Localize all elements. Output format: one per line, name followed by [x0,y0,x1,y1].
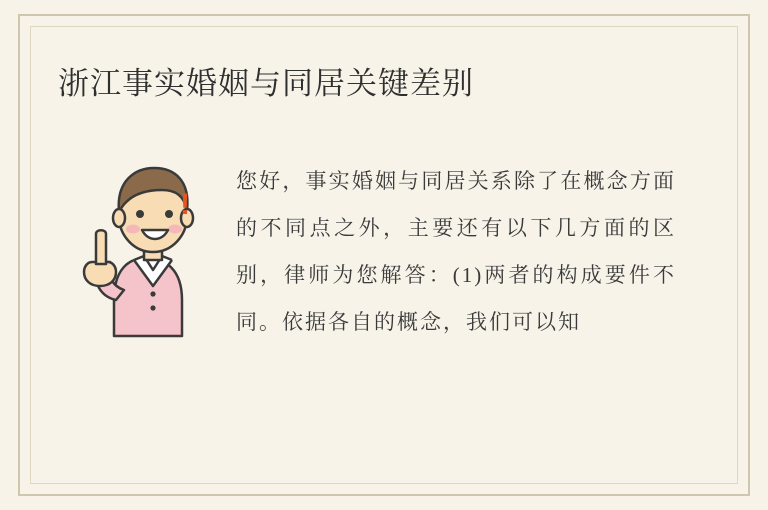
cartoon-person-pointing-up-icon [58,150,218,360]
content-area [58,150,710,410]
page-title: 浙江事实婚姻与同居关键差别 [58,66,474,101]
svg-text:!: ! [180,188,190,221]
article-body-text: 您好，事实婚姻与同居关系除了在概念方面的不同点之外，主要还有以下几方面的区别，律师为您解答：(1)两者的构成要件不同。依据各自的概念，我们可以知 [236,169,676,334]
